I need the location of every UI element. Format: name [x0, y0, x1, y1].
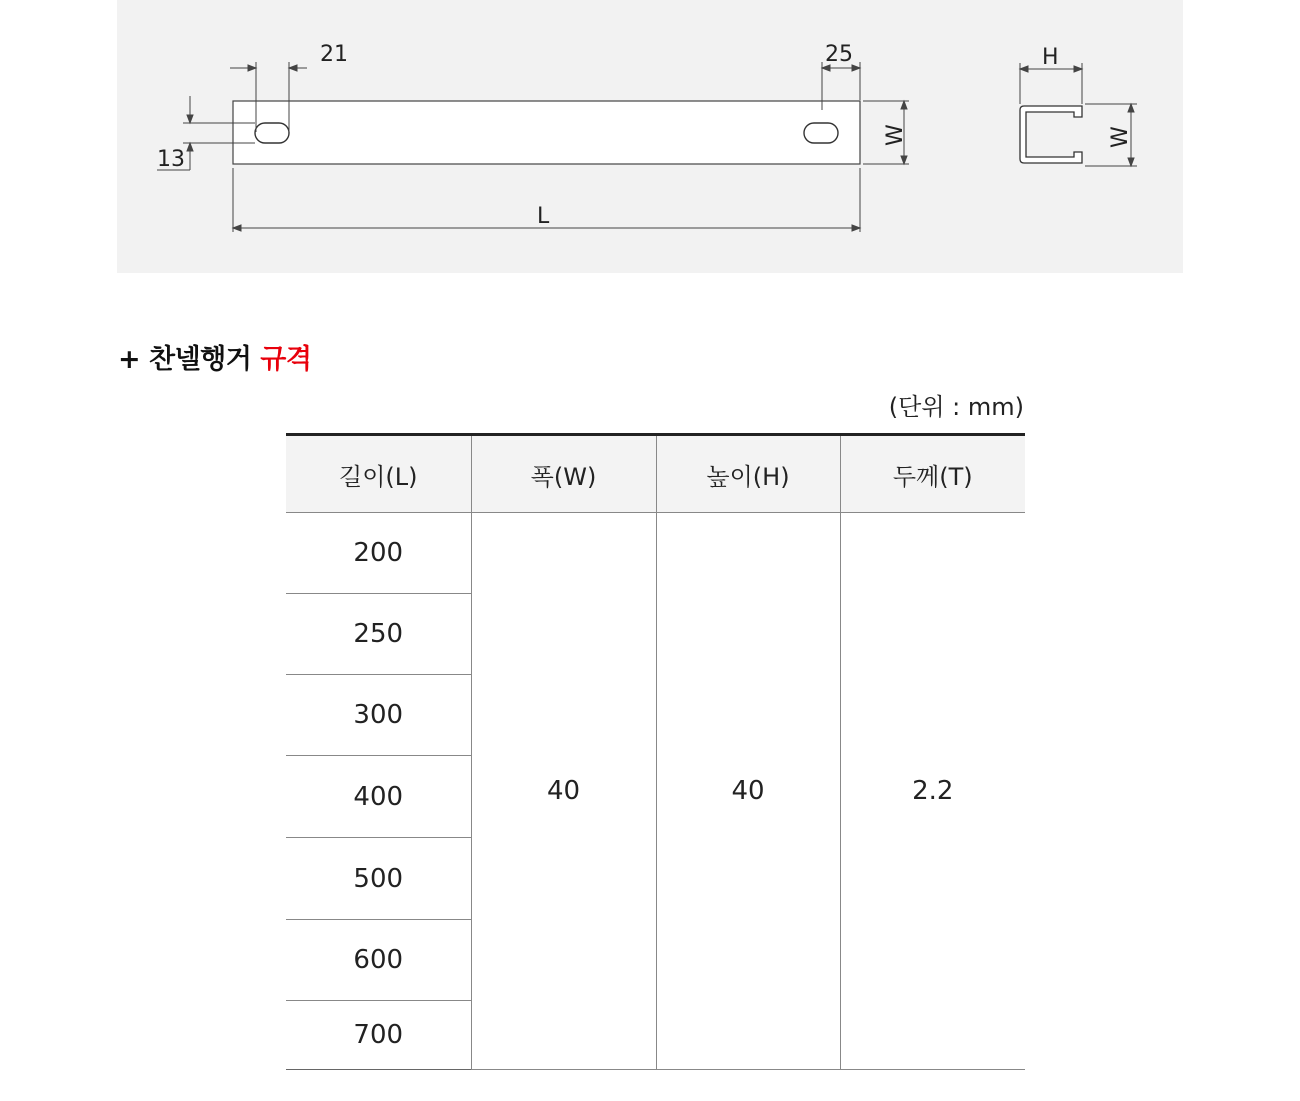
thickness-cell: 2.2	[840, 513, 1025, 1070]
dimension-13-label: 13	[157, 147, 185, 172]
right-slot-hole	[804, 123, 838, 143]
length-cell: 600	[286, 920, 471, 1001]
channel-cross-section	[1020, 106, 1082, 163]
spec-table	[286, 433, 1025, 1070]
bar-outline	[233, 101, 860, 164]
left-slot-hole	[255, 123, 289, 143]
height-cell: 40	[656, 513, 840, 1070]
length-cell: 700	[286, 1001, 471, 1070]
section-title-accent: 규격	[260, 344, 312, 375]
section-title-prefix: + 찬넬행거	[118, 344, 261, 375]
length-cell: 250	[286, 594, 471, 675]
unit-note: (단위 : mm)	[888, 393, 1024, 421]
length-cell: 200	[286, 513, 471, 594]
dimension-width-side-label: W	[1108, 126, 1133, 148]
length-cell: 500	[286, 838, 471, 920]
dimension-height-side-label: H	[1042, 45, 1059, 70]
table-header-row	[286, 435, 1025, 513]
header-height: 높이(H)	[656, 435, 840, 513]
dimension-width-front-label: W	[883, 124, 908, 146]
channel-hanger-drawing	[117, 0, 1183, 273]
header-width: 폭(W)	[471, 435, 656, 513]
length-cell: 300	[286, 675, 471, 756]
dimension-length-label: L	[537, 204, 550, 229]
length-cell: 400	[286, 756, 471, 838]
dimension-21-label: 21	[320, 42, 348, 67]
header-length: 길이(L)	[286, 435, 471, 513]
dimension-25-label: 25	[825, 42, 853, 67]
header-thickness: 두께(T)	[840, 435, 1025, 513]
technical-drawing-panel	[117, 0, 1183, 273]
table-row	[286, 513, 1025, 594]
width-cell: 40	[471, 513, 656, 1070]
section-title	[118, 337, 311, 376]
